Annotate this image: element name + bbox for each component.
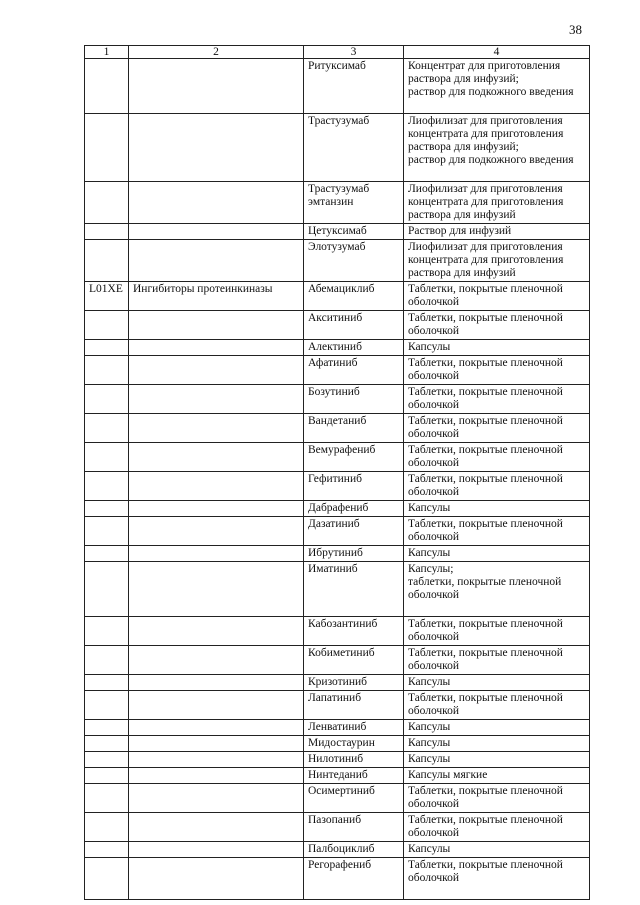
dosage-form-text: таблетки, покрытые пленочной оболочкой: [408, 576, 562, 601]
dosage-form-cell: [404, 691, 590, 720]
table-row: [85, 443, 590, 472]
dosage-form-text: Таблетки, покрытые пленочной оболочкой: [408, 814, 563, 839]
dosage-form-text: Таблетки, покрытые пленочной оболочкой: [408, 415, 563, 440]
group-cell: [129, 311, 304, 340]
group-cell: [129, 675, 304, 691]
group-cell: [129, 182, 304, 224]
code-cell: [85, 813, 129, 842]
table-row: [85, 224, 590, 240]
table-row: [85, 691, 590, 720]
dosage-form-text: Таблетки, покрытые пленочной оболочкой: [408, 357, 563, 382]
group-cell: [129, 646, 304, 675]
drug-name-cell: Мидостаурин: [304, 736, 404, 752]
code-cell: [85, 472, 129, 501]
code-cell: [85, 517, 129, 546]
dosage-form-cell: [404, 501, 590, 517]
dosage-form-cell: [404, 768, 590, 784]
dosage-form-text: Таблетки, покрытые пленочной оболочкой: [408, 312, 563, 337]
code-cell: [85, 646, 129, 675]
dosage-form-cell: [404, 858, 590, 900]
dosage-form-cell: [404, 311, 590, 340]
dosage-form-cell: [404, 385, 590, 414]
table-row: [85, 617, 590, 646]
dosage-form-text: раствор для подкожного введения: [408, 154, 574, 166]
dosage-form-cell: [404, 59, 590, 114]
code-cell: [85, 356, 129, 385]
table-row: [85, 340, 590, 356]
dosage-form-text: раствор для подкожного введения: [408, 86, 574, 98]
drug-name-cell: Дазатиниб: [304, 517, 404, 546]
drug-name-cell: Нинтеданиб: [304, 768, 404, 784]
drug-name-cell: Регорафениб: [304, 858, 404, 900]
group-cell: [129, 501, 304, 517]
code-cell: [85, 617, 129, 646]
group-cell: [129, 768, 304, 784]
dosage-form-text: Капсулы: [408, 502, 451, 514]
code-cell: [85, 224, 129, 240]
dosage-form-cell: [404, 675, 590, 691]
group-cell: [129, 414, 304, 443]
dosage-form-text: Таблетки, покрытые пленочной оболочкой: [408, 692, 563, 717]
table-row: [85, 752, 590, 768]
column-header-1: 1: [85, 46, 129, 59]
table-header: [85, 46, 590, 59]
table-row: [85, 720, 590, 736]
group-cell: [129, 443, 304, 472]
dosage-form-text: Капсулы: [408, 753, 451, 765]
table-row: [85, 813, 590, 842]
group-cell: [129, 858, 304, 900]
dosage-form-text: Концентрат для приготовления раствора для инфузий;: [408, 60, 561, 85]
column-header-4: 4: [404, 46, 590, 59]
dosage-form-cell: [404, 813, 590, 842]
dosage-form-cell: [404, 720, 590, 736]
table-body: [85, 59, 590, 900]
group-cell: [129, 224, 304, 240]
dosage-form-text: Капсулы: [408, 721, 451, 733]
dosage-form-cell: [404, 517, 590, 546]
code-cell: [85, 340, 129, 356]
table-row: [85, 240, 590, 282]
code-cell: [85, 858, 129, 900]
code-cell: [85, 691, 129, 720]
table-row: [85, 768, 590, 784]
drug-name-cell: Акситиниб: [304, 311, 404, 340]
dosage-form-cell: [404, 182, 590, 224]
code-cell: [85, 842, 129, 858]
drug-name-cell: Трастузумаб эмтанзин: [304, 182, 404, 224]
code-cell: [85, 720, 129, 736]
group-cell: [129, 340, 304, 356]
table-row: [85, 414, 590, 443]
table-row: [85, 59, 590, 114]
group-cell: [129, 691, 304, 720]
table-row: [85, 517, 590, 546]
drug-name-cell: Бозутиниб: [304, 385, 404, 414]
dosage-form-cell: [404, 617, 590, 646]
dosage-form-text: Таблетки, покрытые пленочной оболочкой: [408, 859, 563, 884]
drug-name-cell: Алектиниб: [304, 340, 404, 356]
drug-name-cell: Кабозантиниб: [304, 617, 404, 646]
group-cell: [129, 617, 304, 646]
dosage-form-text: Таблетки, покрытые пленочной оболочкой: [408, 386, 563, 411]
drug-name-cell: Пазопаниб: [304, 813, 404, 842]
code-cell: [85, 414, 129, 443]
group-cell: [129, 385, 304, 414]
table-row: [85, 646, 590, 675]
page-number: 38: [569, 22, 582, 37]
group-cell: [129, 356, 304, 385]
table-row: [85, 472, 590, 501]
group-cell: [129, 517, 304, 546]
dosage-form-cell: [404, 842, 590, 858]
group-cell: [129, 784, 304, 813]
table-row: [85, 182, 590, 224]
drug-name-cell: Элотузумаб: [304, 240, 404, 282]
code-cell: [85, 768, 129, 784]
dosage-form-cell: [404, 356, 590, 385]
code-cell: [85, 675, 129, 691]
group-cell: [129, 562, 304, 617]
drug-name-cell: Ибрутиниб: [304, 546, 404, 562]
code-cell: [85, 311, 129, 340]
dosage-form-text: Капсулы: [408, 341, 451, 353]
drug-name-cell: Трастузумаб: [304, 114, 404, 182]
drug-name-cell: Цетуксимаб: [304, 224, 404, 240]
dosage-form-text: Капсулы: [408, 676, 451, 688]
dosage-form-cell: [404, 784, 590, 813]
dosage-form-text: Капсулы: [408, 547, 451, 559]
dosage-form-cell: [404, 282, 590, 311]
drug-name-cell: Палбоциклиб: [304, 842, 404, 858]
drug-name-cell: Кобиметиниб: [304, 646, 404, 675]
dosage-form-cell: [404, 240, 590, 282]
code-cell: [85, 59, 129, 114]
group-cell: [129, 842, 304, 858]
table-row: [85, 842, 590, 858]
dosage-form-text: Таблетки, покрытые пленочной оболочкой: [408, 618, 563, 643]
dosage-form-cell: [404, 340, 590, 356]
group-cell: [129, 59, 304, 114]
group-cell: [129, 114, 304, 182]
dosage-form-cell: [404, 414, 590, 443]
dosage-form-cell: [404, 562, 590, 617]
code-cell: [85, 240, 129, 282]
dosage-form-cell: [404, 114, 590, 182]
dosage-form-text: Таблетки, покрытые пленочной оболочкой: [408, 473, 563, 498]
dosage-form-cell: [404, 443, 590, 472]
dosage-form-text: Раствор для инфузий: [408, 225, 512, 237]
code-cell: [85, 501, 129, 517]
drug-name-cell: Вемурафениб: [304, 443, 404, 472]
table-row: [85, 546, 590, 562]
code-cell: [85, 752, 129, 768]
group-cell: [129, 472, 304, 501]
column-header-3: 3: [304, 46, 404, 59]
group-cell: [129, 813, 304, 842]
table-row: [85, 114, 590, 182]
dosage-form-text: Капсулы;: [408, 563, 454, 575]
table-row: [85, 736, 590, 752]
dosage-form-text: Капсулы мягкие: [408, 769, 488, 781]
dosage-form-text: Лиофилизат для приготовления концентрата для приготовления раствора для инфузий: [408, 183, 564, 221]
drug-name-cell: Вандетаниб: [304, 414, 404, 443]
drug-name-cell: Лапатиниб: [304, 691, 404, 720]
drug-name-cell: Афатиниб: [304, 356, 404, 385]
dosage-form-text: Таблетки, покрытые пленочной оболочкой: [408, 785, 563, 810]
table-row: [85, 784, 590, 813]
table-row: [85, 282, 590, 311]
drug-name-cell: Осимертиниб: [304, 784, 404, 813]
code-cell: [85, 385, 129, 414]
table-row: [85, 385, 590, 414]
dosage-form-text: Капсулы: [408, 737, 451, 749]
dosage-form-cell: [404, 472, 590, 501]
dosage-form-text: Лиофилизат для приготовления концентрата для приготовления раствора для инфузий: [408, 241, 564, 279]
table-row: [85, 501, 590, 517]
code-cell: [85, 443, 129, 472]
drug-name-cell: Ленватиниб: [304, 720, 404, 736]
group-cell: [129, 240, 304, 282]
group-cell: [129, 752, 304, 768]
code-cell: [85, 546, 129, 562]
table-row: [85, 311, 590, 340]
code-cell: [85, 114, 129, 182]
table-row: [85, 356, 590, 385]
drug-name-cell: Дабрафениб: [304, 501, 404, 517]
table-row: [85, 562, 590, 617]
group-cell: [129, 736, 304, 752]
column-header-2: 2: [129, 46, 304, 59]
dosage-form-cell: [404, 224, 590, 240]
table-row: [85, 675, 590, 691]
code-cell: [85, 784, 129, 813]
drug-name-cell: Гефитиниб: [304, 472, 404, 501]
dosage-form-text: Лиофилизат для приготовления концентрата для приготовления раствора для инфузий;: [408, 115, 564, 153]
group-cell: Ингибиторы протеинкиназы: [129, 282, 304, 311]
group-cell: [129, 720, 304, 736]
code-cell: [85, 562, 129, 617]
dosage-form-text: Таблетки, покрытые пленочной оболочкой: [408, 444, 563, 469]
drug-name-cell: Ритуксимаб: [304, 59, 404, 114]
table-row: [85, 858, 590, 900]
drug-name-cell: Нилотиниб: [304, 752, 404, 768]
code-cell: L01XE: [85, 282, 129, 311]
code-cell: [85, 182, 129, 224]
dosage-form-text: Таблетки, покрытые пленочной оболочкой: [408, 518, 563, 543]
group-cell: [129, 546, 304, 562]
drug-name-cell: Иматиниб: [304, 562, 404, 617]
drug-table: [84, 45, 590, 900]
dosage-form-cell: [404, 752, 590, 768]
drug-name-cell: Кризотиниб: [304, 675, 404, 691]
dosage-form-cell: [404, 736, 590, 752]
code-cell: [85, 736, 129, 752]
dosage-form-cell: [404, 646, 590, 675]
dosage-form-text: Таблетки, покрытые пленочной оболочкой: [408, 283, 563, 308]
dosage-form-text: Капсулы: [408, 843, 451, 855]
drug-name-cell: Абемациклиб: [304, 282, 404, 311]
dosage-form-text: Таблетки, покрытые пленочной оболочкой: [408, 647, 563, 672]
header-row: [85, 46, 590, 59]
dosage-form-cell: [404, 546, 590, 562]
